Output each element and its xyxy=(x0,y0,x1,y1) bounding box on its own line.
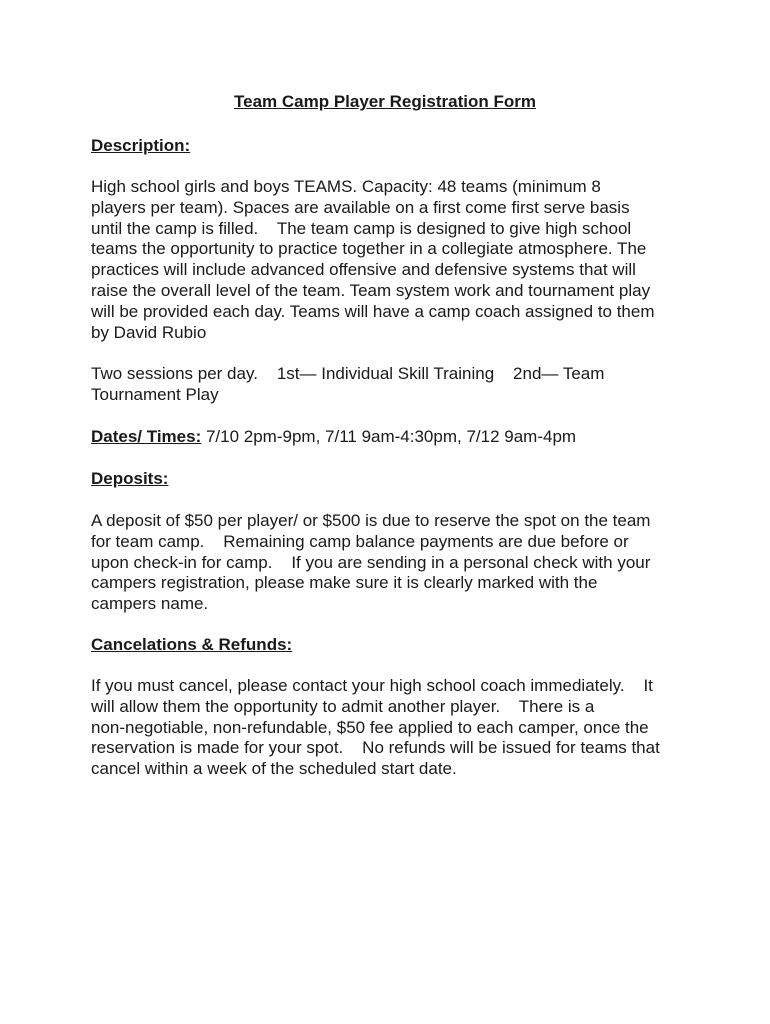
cancelations-line: reservation is made for your spot. No refunds will be issued for teams that xyxy=(91,738,660,758)
cancelations-line: If you must cancel, please contact your high school coach immediately. It xyxy=(91,676,653,695)
description-line: players per team). Spaces are available on a first come first serve basis xyxy=(91,197,630,217)
dates-times-value: 7/10 2pm-9pm, 7/11 9am-4:30pm, 7/12 9am-4pm xyxy=(201,427,577,446)
dates-times-label: Dates/ Times: xyxy=(91,427,202,446)
deposits-line: campers name. xyxy=(91,594,209,614)
deposits-line: A deposit of $50 per player/ or $500 is due to reserve the spot on the team xyxy=(91,511,651,530)
cancelations-heading: Cancelations & Refunds: xyxy=(91,635,293,654)
dates-times-line xyxy=(91,427,691,448)
sessions-line: Tournament Play xyxy=(91,384,219,404)
cancelations-line: non-negotiable, non-refundable, $50 fee applied to each camper, once the xyxy=(91,717,649,737)
description-line: by David Rubio xyxy=(91,322,207,342)
sessions-line: Two sessions per day. 1st— Individual Skill Training 2nd— Team xyxy=(91,364,605,383)
page-title: Team Camp Player Registration Form xyxy=(234,92,536,111)
deposits-heading: Deposits: xyxy=(91,469,169,488)
cancelations-line: will allow them the opportunity to admit another player. There is a xyxy=(91,696,595,716)
sessions-paragraph xyxy=(91,364,691,406)
deposits-paragraph xyxy=(91,511,691,615)
description-paragraph xyxy=(91,177,691,343)
description-line: High school girls and boys TEAMS. Capacity: 48 teams (minimum 8 xyxy=(91,177,601,196)
description-line: teams the opportunity to practice together in a collegiate atmosphere. The xyxy=(91,239,647,259)
description-line: practices will include advanced offensive and defensive systems that will xyxy=(91,260,636,280)
deposits-line: upon check-in for camp. If you are sending in a personal check with your xyxy=(91,552,651,572)
description-heading: Description: xyxy=(91,136,191,155)
deposits-line: campers registration, please make sure it is clearly marked with the xyxy=(91,573,598,593)
deposits-line: for team camp. Remaining camp balance payments are due before or xyxy=(91,531,629,551)
cancelations-paragraph xyxy=(91,676,691,780)
description-line: raise the overall level of the team. Team system work and tournament play xyxy=(91,280,651,300)
description-line: until the camp is filled. The team camp is designed to give high school xyxy=(91,218,632,238)
cancelations-line: cancel within a week of the scheduled start date. xyxy=(91,759,457,779)
description-line: will be provided each day. Teams will have a camp coach assigned to them xyxy=(91,301,655,321)
